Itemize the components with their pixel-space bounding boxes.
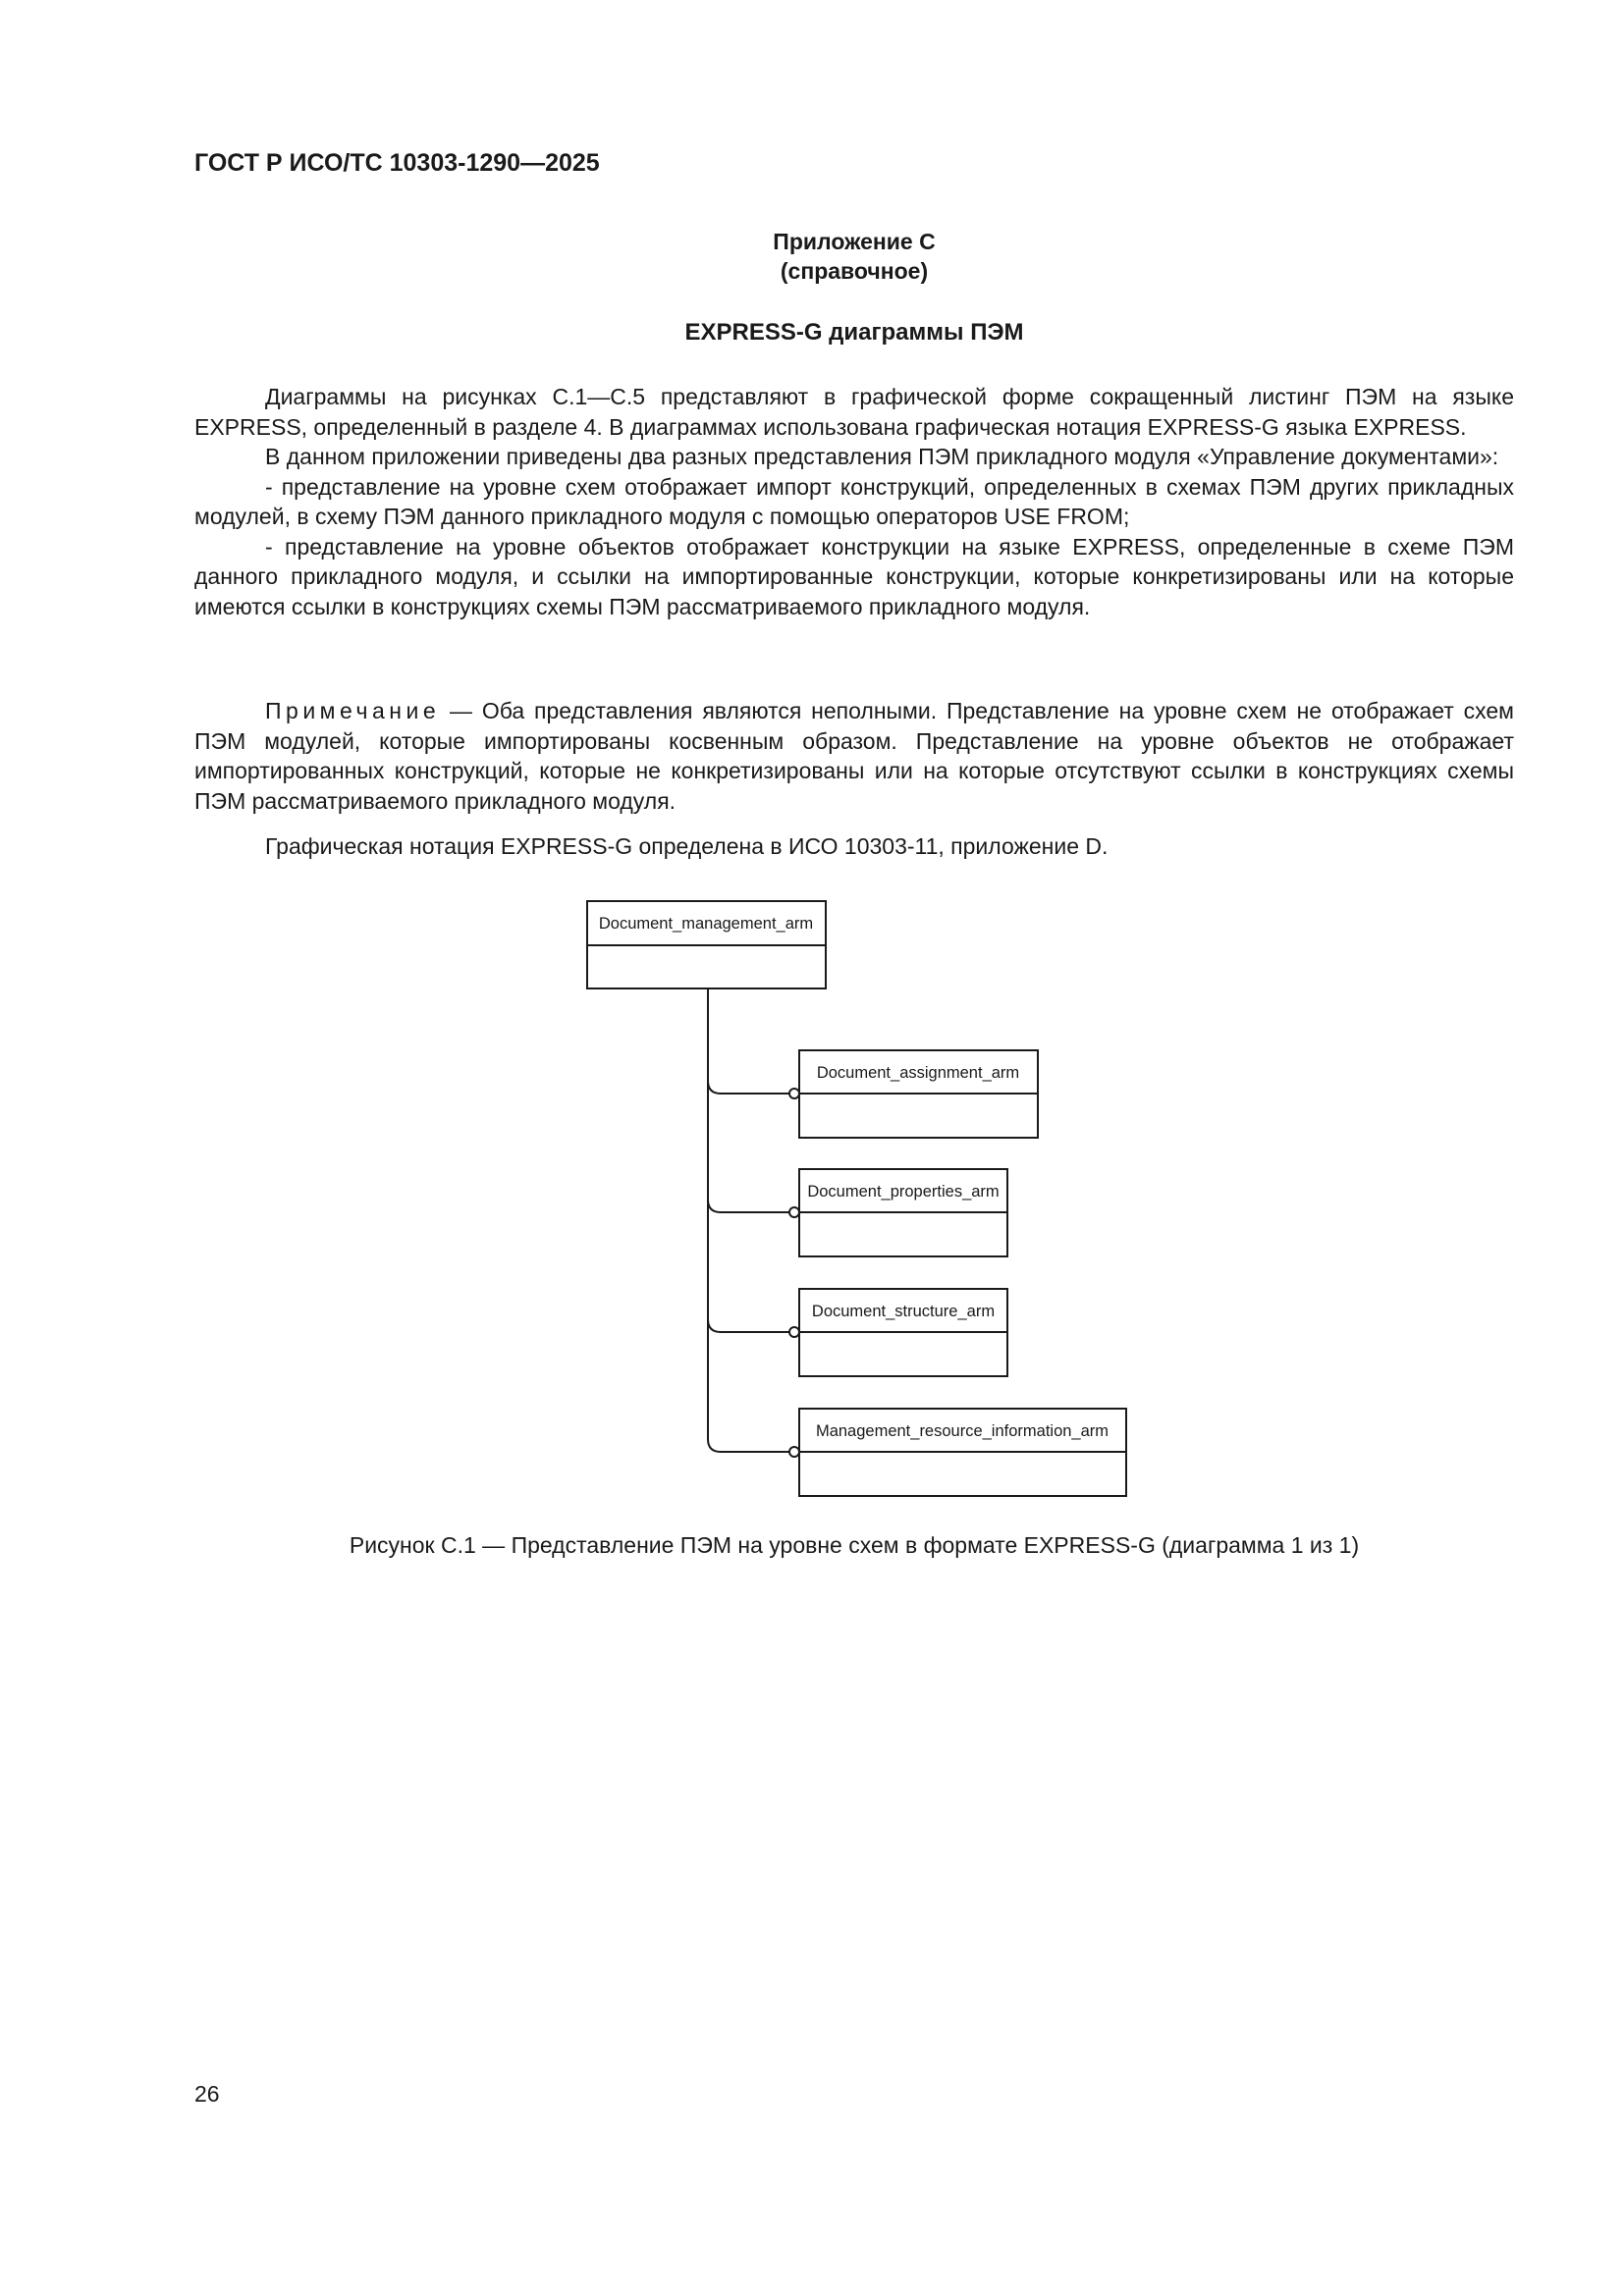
connector-line [708, 1081, 789, 1212]
paragraph: - представление на уровне схем отображает импорт конструкций, определенных в схемах ПЭМ других прикладных модулей, в схему ПЭМ данного прикладного модуля с помощью операторов USE FROM; [194, 473, 1514, 529]
page-header: ГОСТ Р ИСО/ТС 10303-1290—2025 [194, 149, 600, 177]
section-title: EXPRESS-G диаграммы ПЭМ [684, 319, 1024, 346]
annex-number: Приложение С [773, 229, 936, 254]
schema-label: Document_assignment_arm [816, 1064, 1020, 1082]
paragraph: - представление на уровне объектов отображает конструкции на языке EXPRESS, определенные в схеме ПЭМ данного прикладного модуля, и ссылки на импортированные конструкции, которые конкретизированы или на которые имеются ссылки в конструкциях схемы ПЭМ рассматриваемого прикладного модуля. [194, 533, 1514, 619]
connector-line [708, 1200, 789, 1332]
schema-label: Document_structure_arm [811, 1303, 996, 1320]
figure-caption: Рисунок С.1 — Представление ПЭМ на уровне схем в формате EXPRESS-G (диаграмма 1 из 1) [349, 1532, 1360, 1558]
note-label: Примечание [265, 698, 441, 723]
ref-circle [789, 1447, 799, 1457]
schema-label: Document_properties_arm [807, 1183, 1000, 1201]
trunk-line [708, 988, 789, 1094]
note-text: — Оба представления являются неполными. Представление на уровне схем не отображает схем ПЭМ модулей, которые импортированы косвенным образом. Представление на уровне объектов не отображает импортированных конструкций, которые не конкретизированы или на которые отсутствуют ссылки в конструкциях схемы ПЭМ рассматриваемого прикладного модуля. [194, 698, 1514, 814]
paragraph: Графическая нотация EXPRESS-G определена в ИСО 10303-11, приложение D. [265, 833, 1109, 859]
ref-circle [789, 1327, 799, 1337]
schema-label: Management_resource_information_arm [815, 1422, 1110, 1440]
paragraph: В данном приложении приведены два разных представления ПЭМ прикладного модуля «Управление документами»: [265, 444, 1499, 469]
connector-line [708, 1319, 789, 1452]
page-number: 26 [194, 2081, 220, 2107]
annex-status: (справочное) [780, 258, 929, 284]
schema-label-root: Document_management_arm [598, 915, 814, 933]
ref-circle [789, 1207, 799, 1217]
ref-circle [789, 1089, 799, 1098]
paragraph: Диаграммы на рисунках С.1—С.5 представляют в графической форме сокращенный листинг ПЭМ на языке EXPRESS, определенный в разделе 4. В диаграммах использована графическая нотация EXPRESS-G языка EXPRESS. [194, 384, 1514, 440]
